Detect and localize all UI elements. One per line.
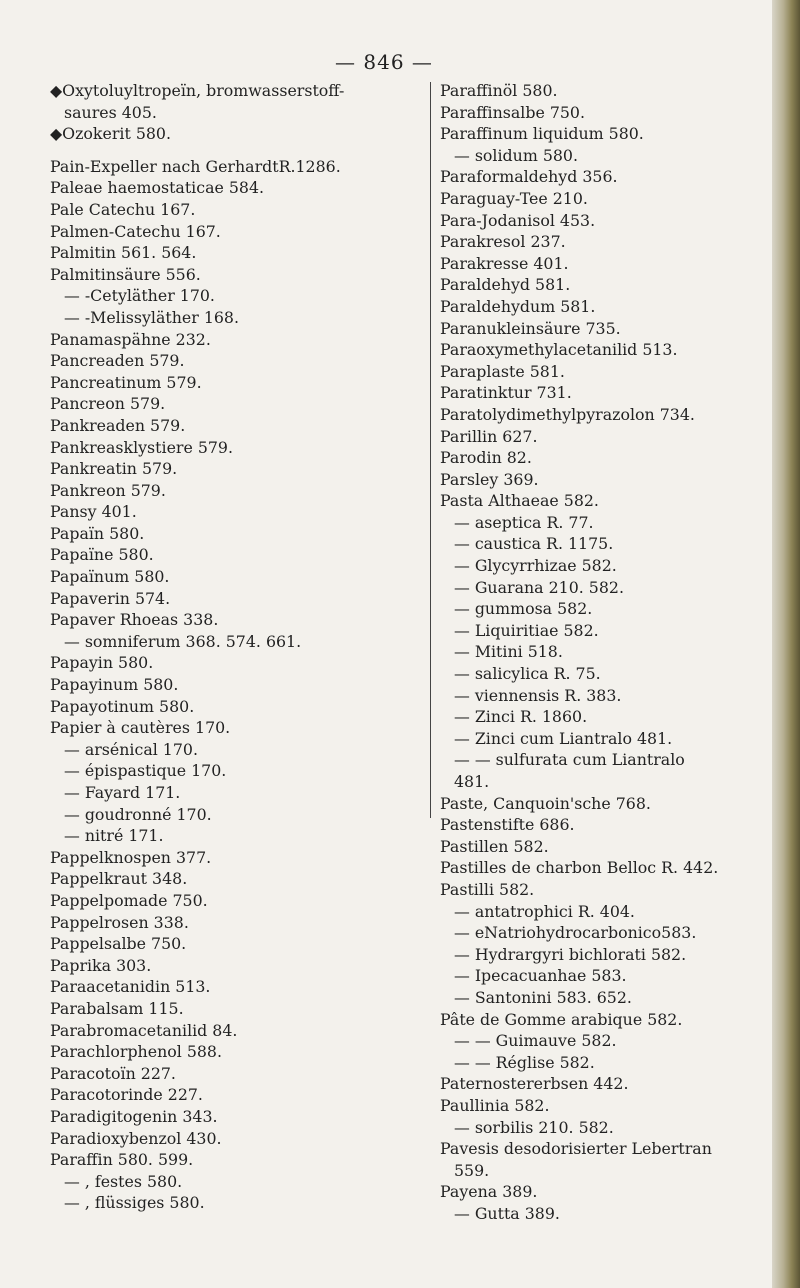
index-entry: Paradioxybenzol 430. (50, 1128, 222, 1148)
index-entry: — , flüssiges 580. (64, 1193, 205, 1213)
index-entry: Pancreatinum 579. (50, 372, 202, 392)
index-entry: Paraldehydum 581. (440, 296, 596, 316)
index-entry: Paraffinsalbe 750. (440, 102, 585, 122)
index-entry: — viennensis R. 383. (454, 685, 622, 705)
index-entry: ◆Oxytoluyltropeïn, bromwasserstoff- (50, 81, 345, 100)
section-gap (50, 145, 420, 156)
index-entry: Pankreasklystiere 579. (50, 437, 234, 457)
index-entry: — épispastique 170. (64, 761, 227, 781)
index-entry: — nitré 171. (64, 826, 164, 846)
index-entry: Pankreaden 579. (50, 415, 186, 435)
index-entry: Paullinia 582. (440, 1095, 550, 1115)
index-entry: Pastillen 582. (440, 836, 549, 856)
index-entry: Papaverin 574. (50, 588, 171, 608)
index-entry: — arsénical 170. (64, 739, 198, 759)
index-entry: Paraplaste 581. (440, 361, 565, 381)
index-entry: Pain-Expeller nach GerhardtR.1286. (50, 156, 341, 176)
index-entry: Paraffinum liquidum 580. (440, 124, 644, 144)
index-entry: Paraffinöl 580. (440, 81, 558, 100)
index-entry: Papier à cautères 170. (50, 718, 231, 738)
index-entry: — Fayard 171. (64, 783, 181, 802)
index-entry: Paratolydimethylpyrazolon 734. (440, 404, 695, 424)
index-entry: Papaïn 580. (50, 523, 145, 543)
index-entry: Paracotorinde 227. (50, 1085, 203, 1105)
index-entry: — somniferum 368. 574. 661. (64, 631, 302, 651)
index-entry: ◆Ozokerit 580. (50, 124, 171, 144)
index-entry: — Zinci R. 1860. (454, 707, 588, 727)
index-entry: — Mitini 518. (454, 642, 563, 662)
index-column-right (440, 80, 770, 1224)
index-entry: — eNatriohydrocarbonico583. (454, 923, 697, 943)
index-entry: — Zinci cum Liantralo 481. (454, 728, 673, 748)
index-entry: Pastenstifte 686. (440, 815, 575, 835)
index-entry: Parsley 369. (440, 469, 539, 489)
index-entry: Paleae haemostaticae 584. (50, 178, 265, 198)
index-entry: Pale Catechu 167. (50, 199, 196, 219)
index-entry: Papayinum 580. (50, 675, 179, 695)
index-entry: Panamaspähne 232. (50, 329, 211, 349)
index-entry: Palmitin 561. 564. (50, 243, 197, 263)
index-entry: — sorbilis 210. 582. (454, 1117, 614, 1137)
index-entry: Parodin 82. (440, 448, 532, 468)
index-entry: Palmitinsäure 556. (50, 264, 201, 284)
index-entry: 559. (454, 1160, 490, 1180)
index-entry: — aseptica R. 77. (454, 512, 594, 532)
index-entry: Paradigitogenin 343. (50, 1106, 218, 1126)
index-entry: Pansy 401. (50, 502, 137, 522)
index-entry: Paraffin 580. 599. (50, 1150, 194, 1170)
index-entry: Paracotoïn 227. (50, 1063, 176, 1083)
index-entry: 481. (454, 772, 490, 791)
index-entry: — Gutta 389. (454, 1203, 560, 1223)
index-entry: Pâte de Gomme arabique 582. (440, 1009, 683, 1029)
page-number: — 846 — (335, 50, 433, 74)
index-entry: — -Cetyläther 170. (64, 286, 215, 306)
index-entry: — Liquiritiae 582. (454, 620, 599, 640)
index-entry: Pancreon 579. (50, 394, 166, 414)
index-column-left (50, 80, 420, 1214)
index-entry: Paprika 303. (50, 955, 152, 975)
index-entry: — solidum 580. (454, 145, 578, 165)
index-entry: — salicylica R. 75. (454, 664, 601, 684)
index-entry: Papayin 580. (50, 653, 154, 673)
index-entry: Paraldehyd 581. (440, 275, 571, 295)
index-entry: — -Melissyläther 168. (64, 307, 240, 327)
index-entry: Parachlorphenol 588. (50, 1042, 223, 1062)
column-divider (430, 82, 431, 818)
index-entry: — , festes 580. (64, 1171, 183, 1191)
index-entry: — Ipecacuanhae 583. (454, 966, 627, 986)
index-entry: — Glycyrrhizae 582. (454, 556, 617, 576)
index-entry: — — Guimauve 582. (454, 1031, 617, 1051)
index-entry: Parillin 627. (440, 426, 538, 446)
page-edge (772, 0, 800, 1288)
index-entry: saures 405. (64, 102, 157, 122)
index-entry: — antatrophici R. 404. (454, 901, 635, 921)
index-entry: Paternostererbsen 442. (440, 1074, 629, 1094)
index-entry: Papayotinum 580. (50, 696, 195, 716)
index-entry: Pankreon 579. (50, 480, 166, 500)
index-entry: Paraguay-Tee 210. (440, 188, 588, 208)
index-entry: — goudronné 170. (64, 804, 212, 824)
index-entry: — Hydrargyri bichlorati 582. (454, 944, 687, 964)
index-entry: — — sulfurata cum Liantralo (454, 750, 685, 770)
index-entry: Papaver Rhoeas 338. (50, 610, 219, 630)
index-entry: Para-Jodanisol 453. (440, 210, 596, 230)
index-entry: — gummosa 582. (454, 599, 593, 619)
index-entry: Parakresol 237. (440, 232, 566, 252)
index-entry: Paste, Canquoin'sche 768. (440, 793, 651, 813)
index-entry: Pappelpomade 750. (50, 890, 208, 910)
index-entry: Pappelknospen 377. (50, 847, 212, 867)
index-entry: Payena 389. (440, 1182, 538, 1202)
index-entry: Pappelrosen 338. (50, 912, 189, 932)
index-entry: Parabalsam 115. (50, 998, 184, 1018)
index-entry: — — Réglise 582. (454, 1052, 595, 1072)
index-entry: — Santonini 583. 652. (454, 987, 632, 1007)
index-entry: Paraoxymethylacetanilid 513. (440, 340, 678, 360)
index-entry: Papaïne 580. (50, 545, 154, 565)
index-entry: Paratinktur 731. (440, 383, 572, 403)
index-entry: Pappelkraut 348. (50, 869, 188, 889)
index-entry: Pancreaden 579. (50, 351, 185, 371)
index-entry: Pankreatin 579. (50, 459, 178, 479)
index-entry: Parakresse 401. (440, 253, 569, 273)
index-entry: Pastilli 582. (440, 879, 535, 899)
index-entry: Paranukleinsäure 735. (440, 318, 621, 338)
index-entry: Pasta Althaeae 582. (440, 491, 599, 511)
index-entry: — caustica R. 1175. (454, 534, 614, 554)
index-entry: Paraformaldehyd 356. (440, 167, 618, 187)
index-entry: Pappelsalbe 750. (50, 934, 187, 954)
index-entry: Pastilles de charbon Belloc R. 442. (440, 858, 719, 878)
index-entry: Paraacetanidin 513. (50, 977, 211, 997)
index-entry: — Guarana 210. 582. (454, 577, 624, 597)
index-entry: Palmen-Catechu 167. (50, 221, 221, 241)
index-entry: Papaïnum 580. (50, 567, 170, 587)
index-entry: Parabromacetanilid 84. (50, 1020, 238, 1040)
index-entry: Pavesis desodorisierter Lebertran (440, 1139, 712, 1159)
